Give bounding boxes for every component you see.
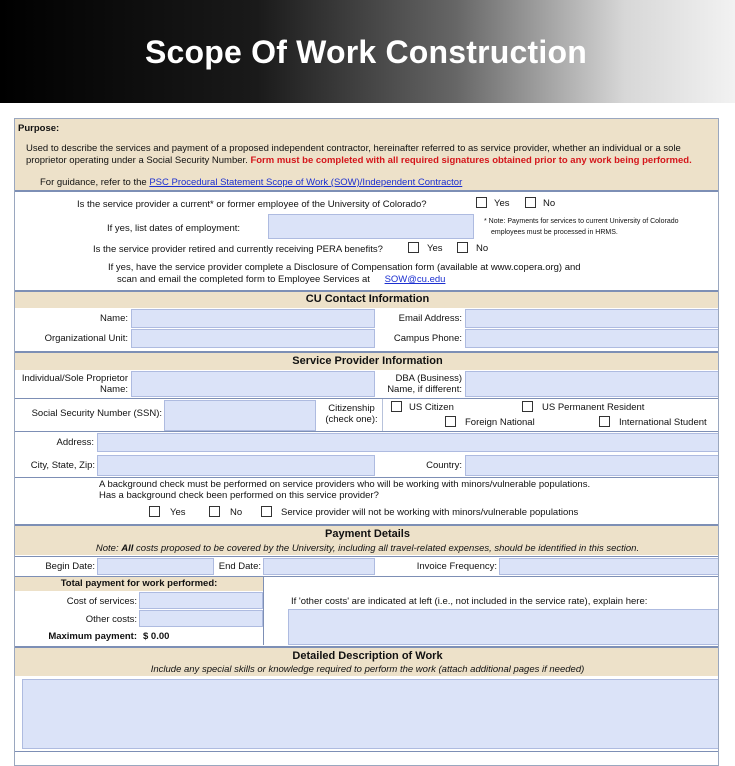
purpose-text-line1: Used to describe the services and payment of a proposed independent contractor, hereinafter referred to as service provider, whether an individual or a sole — [26, 143, 681, 154]
divider — [15, 751, 719, 752]
total-payment-label: Total payment for work performed: — [60, 578, 218, 589]
ssn-field[interactable] — [164, 400, 316, 431]
contact-email-field[interactable] — [465, 309, 719, 328]
individual-name-field[interactable] — [131, 371, 375, 397]
citizenship-label-line2: (check one): — [325, 414, 378, 425]
contact-email-label: Email Address: — [398, 313, 462, 324]
campus-phone-label: Campus Phone: — [393, 333, 462, 344]
us-citizen-label: US Citizen — [409, 402, 454, 413]
contact-name-label: Name: — [100, 313, 128, 324]
pera-no-checkbox[interactable] — [457, 242, 468, 253]
description-subheader: Include any special skills or knowledge required to perform the work (attach additional pages if needed) — [150, 664, 585, 675]
max-payment-value: $ 0.00 — [143, 631, 170, 642]
background-check-question: Has a background check been performed on this service provider? — [99, 490, 379, 501]
employee-yes-checkbox[interactable] — [476, 197, 487, 208]
invoice-frequency-field[interactable] — [499, 558, 719, 575]
divider — [382, 399, 383, 431]
pera-yes-label: Yes — [427, 243, 443, 254]
pera-instructions-line2 — [117, 274, 445, 285]
individual-name-label-line1: Individual/Sole Proprietor — [21, 373, 128, 384]
invoice-frequency-label: Invoice Frequency: — [416, 561, 497, 572]
campus-phone-field[interactable] — [465, 329, 719, 348]
background-no-checkbox[interactable] — [209, 506, 220, 517]
country-field[interactable] — [465, 455, 719, 476]
dba-name-label-line2: Name, if different: — [387, 384, 462, 395]
ssn-label: Social Security Number (SSN): — [31, 408, 162, 419]
pera-yes-checkbox[interactable] — [408, 242, 419, 253]
other-costs-explain-field[interactable] — [288, 609, 719, 645]
us-resident-label: US Permanent Resident — [542, 402, 645, 413]
description-header: Detailed Description of Work — [292, 650, 443, 662]
description-field[interactable] — [22, 679, 719, 749]
divider — [15, 477, 719, 478]
other-costs-field[interactable] — [139, 610, 263, 627]
cost-of-services-label: Cost of services: — [66, 596, 137, 607]
employee-no-label: No — [543, 198, 556, 209]
city-state-zip-field[interactable] — [97, 455, 375, 476]
scope-of-work-form — [14, 118, 719, 766]
begin-date-field[interactable] — [97, 558, 214, 575]
cost-of-services-field[interactable] — [139, 592, 263, 609]
background-na-label: Service provider will not be working with minors/vulnerable populations — [281, 507, 579, 518]
country-label: Country: — [426, 460, 462, 471]
payment-note-all: All — [121, 543, 134, 554]
end-date-label: End Date: — [218, 561, 261, 572]
divider — [263, 577, 264, 645]
divider — [15, 556, 719, 557]
service-provider-header: Service Provider Information — [292, 355, 443, 367]
divider — [15, 398, 719, 399]
payment-note — [15, 543, 719, 554]
sow-email-link[interactable]: SOW@cu.edu — [384, 274, 446, 285]
foreign-national-label: Foreign National — [465, 417, 535, 428]
end-date-field[interactable] — [263, 558, 375, 575]
address-label: Address: — [56, 437, 94, 448]
international-student-label: International Student — [619, 417, 707, 428]
divider — [15, 190, 719, 192]
purpose-warning: Form must be completed with all required signatures obtained prior to any work being performed. — [250, 155, 692, 166]
background-yes-checkbox[interactable] — [149, 506, 160, 517]
page-title: Scope Of Work Construction — [145, 34, 587, 70]
international-student-checkbox[interactable] — [599, 416, 610, 427]
guidance-text: For guidance, refer to the — [40, 177, 147, 188]
hrms-note-line1: * Note: Payments for services to current University of Colorado — [484, 218, 679, 225]
org-unit-label: Organizational Unit: — [44, 333, 128, 344]
employment-dates-label: If yes, list dates of employment: — [107, 223, 241, 234]
purpose-text: proprietor operating under a Social Security Number. — [26, 155, 248, 166]
guidance-link[interactable]: PSC Procedural Statement Scope of Work (SOW)/Independent Contractor — [149, 177, 463, 188]
employee-question: Is the service provider a current* or former employee of the University of Colorado? — [77, 199, 427, 210]
individual-name-label-line2: Name: — [100, 384, 128, 395]
org-unit-field[interactable] — [131, 329, 375, 348]
begin-date-label: Begin Date: — [45, 561, 95, 572]
background-na-checkbox[interactable] — [261, 506, 272, 517]
pera-no-label: No — [476, 243, 489, 254]
purpose-text-line2 — [26, 155, 692, 166]
employee-no-checkbox[interactable] — [525, 197, 536, 208]
background-check-notice: A background check must be performed on service providers who will be working with minors/vulnerable populations. — [99, 479, 591, 490]
payment-note-text: costs proposed to be covered by the University, including all travel-related expenses, should be identified in this section. — [136, 543, 640, 554]
background-no-label: No — [230, 507, 243, 518]
divider — [15, 431, 719, 432]
pera-question: Is the service provider retired and currently receiving PERA benefits? — [93, 244, 383, 255]
contact-name-field[interactable] — [131, 309, 375, 328]
payment-note-prefix: Note: — [95, 543, 119, 554]
us-citizen-checkbox[interactable] — [391, 401, 402, 412]
guidance-line — [40, 177, 462, 188]
max-payment-label: Maximum payment: — [48, 631, 137, 642]
other-costs-label: Other costs: — [85, 614, 137, 625]
background-yes-label: Yes — [170, 507, 186, 518]
dba-name-label-line1: DBA (Business) — [395, 373, 462, 384]
purpose-label: Purpose: — [18, 123, 60, 134]
dba-name-field[interactable] — [465, 371, 719, 397]
cu-contact-header: CU Contact Information — [305, 293, 430, 305]
pera-instructions-line1: If yes, have the service provider complete a Disclosure of Compensation form (available at www.copera.org) and — [108, 262, 581, 273]
address-field[interactable] — [97, 433, 719, 452]
city-state-zip-label: City, State, Zip: — [30, 460, 95, 471]
citizenship-label-line1: Citizenship — [328, 403, 375, 414]
payment-header: Payment Details — [325, 528, 410, 540]
hrms-note-line2: employees must be processed in HRMS. — [491, 229, 618, 236]
employment-dates-field[interactable] — [268, 214, 474, 239]
employee-yes-label: Yes — [494, 198, 510, 209]
title-banner — [0, 0, 735, 103]
other-costs-explain-label: If 'other costs' are indicated at left (i.e., not included in the service rate), explain here: — [291, 596, 648, 607]
foreign-national-checkbox[interactable] — [445, 416, 456, 427]
us-resident-checkbox[interactable] — [522, 401, 533, 412]
pera-instructions-text: scan and email the completed form to Employee Services at — [117, 274, 370, 285]
